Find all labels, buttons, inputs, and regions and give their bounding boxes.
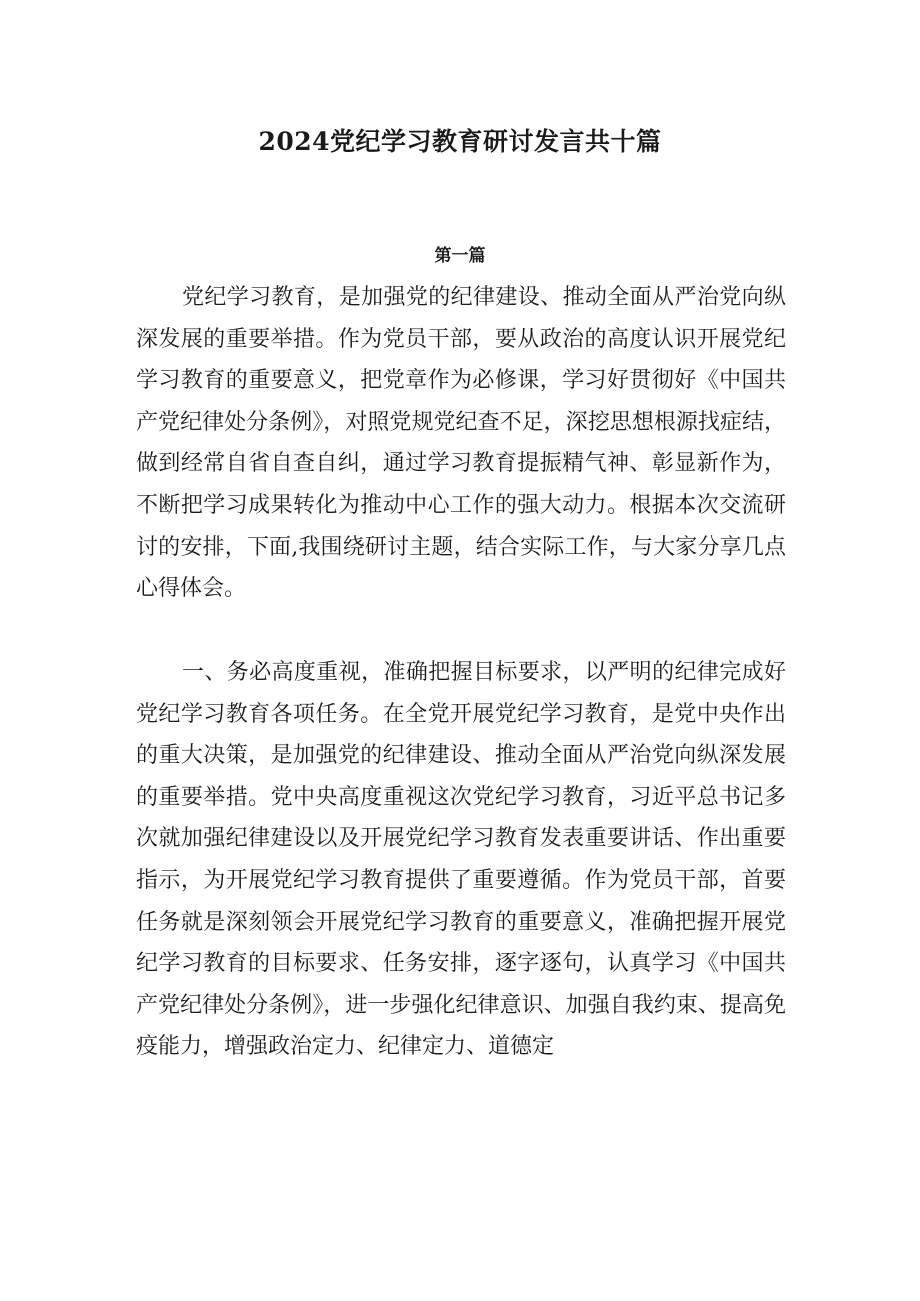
document-title: 2024党纪学习教育研讨发言共十篇 [258,127,662,156]
paragraph-intro: 党纪学习教育，是加强党的纪律建设、推动全面从严治党向纵深发展的重要举措。作为党员干部，要从政治的高度认识开展党纪学习教育的重要意义，把党章作为必修课，学习好贯彻好《中国共产党纪律处分条例》，对照党规党纪查不足，深挖思想根源找症结，做到经常自省自查自纠，通过学习教育提振精气神、彰显新作为，不断把学习成果转化为推动中心工作的强大动力。根据本次交流研讨的安排，下面,我围绕研讨主题，结合实际工作，与大家分享几点心得体会。 [136,285,786,602]
paragraph-point-one: 一、务必高度重视，准确把握目标要求，以严明的纪律完成好党纪学习教育各项任务。在全党开展党纪学习教育，是党中央作出的重大决策，是加强党的纪律建设、推动全面从严治党向纵深发展的重要举措。党中央高度重视这次党纪学习教育，习近平总书记多次就加强纪律建设以及开展党纪学习教育发表重要讲话、作出重要指示，为开展党纪学习教育提供了重要遵循。作为党员干部，首要任务就是深刻领会开展党纪学习教育的重要意义，准确把握开展党纪学习教育的目标要求、任务安排，逐字逐句，认真学习《中国共产党纪律处分条例》，进一步强化纪律意识、加强自我约束、提高免疫能力，增强政治定力、纪律定力、道德定 [136,660,786,1060]
section-heading: 第一篇 [434,246,486,266]
